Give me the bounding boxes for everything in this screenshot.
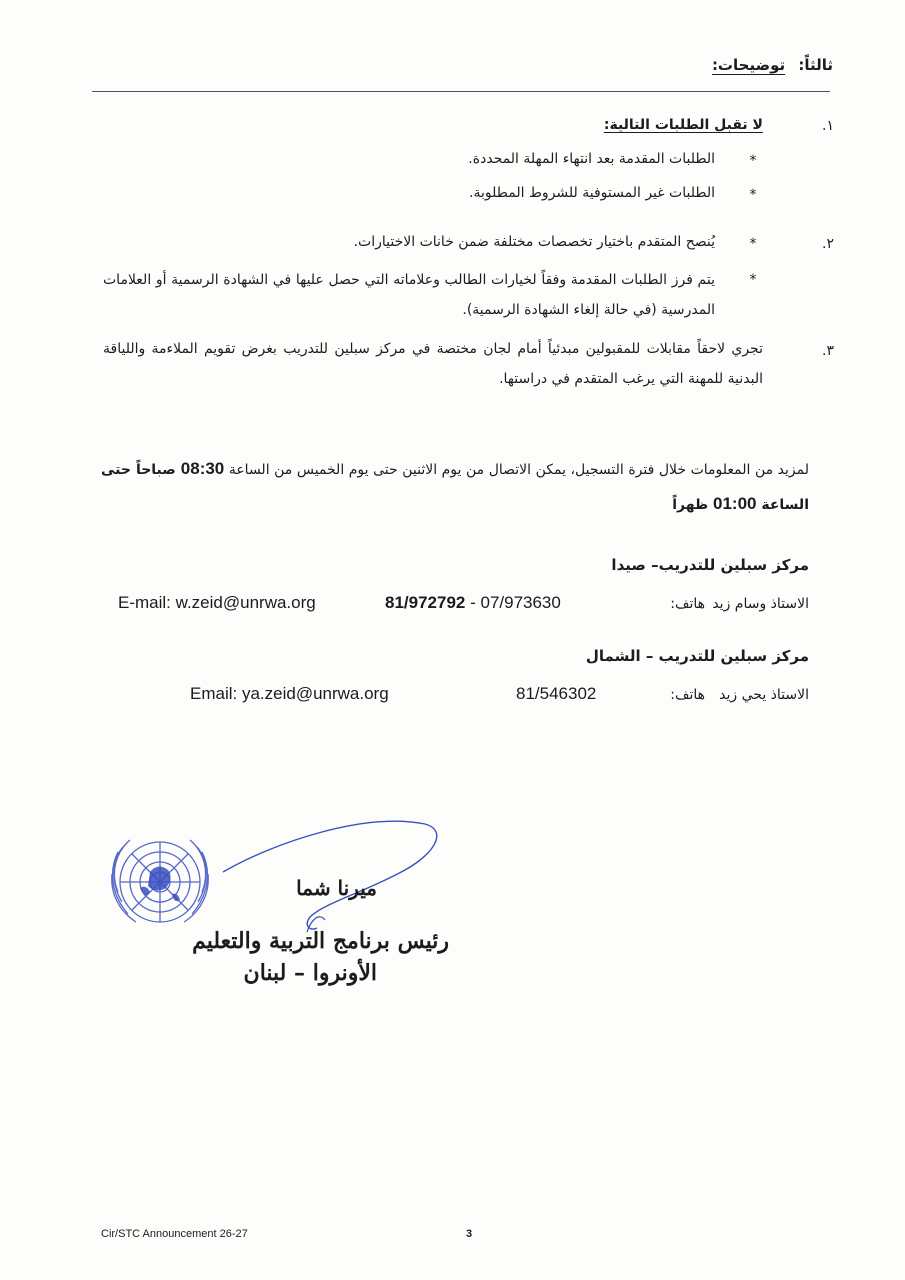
info-text-after: ظهراً <box>672 497 714 513</box>
contact-1-center: مركز سبلين للتدريب– صيدا <box>611 556 809 574</box>
bullet-star: * <box>749 236 757 252</box>
contact-1-email: E-mail: w.zeid@unrwa.org <box>118 593 316 612</box>
contact-2-person: الاستاذ يحي زيد <box>719 687 809 703</box>
signatory-organization: الأونروا – لبنان <box>243 960 377 986</box>
page-number: 3 <box>466 1228 473 1240</box>
item-3-number: .٣ <box>822 343 834 359</box>
info-text-before: لمزيد من المعلومات خلال فترة التسجيل، يمكن الاتصال من يوم الاثنين حتى يوم الخميس من الساعة <box>224 462 809 478</box>
signatory-title: رئيس برنامج التربية والتعليم <box>192 928 449 954</box>
contact-2-phone: 81/546302 <box>516 684 597 703</box>
section-title: توضيحات: <box>711 56 786 74</box>
contact-1-phone-primary: 07/973630 <box>480 593 561 612</box>
signatory-name: ميرنا شما <box>296 876 377 900</box>
contact-2-phone-label: هاتف: <box>670 687 705 703</box>
item-1-number: .١ <box>822 118 834 134</box>
contact-1-person: الاستاذ وسام زيد <box>712 596 809 612</box>
item-1-bullet-1: الطلبات المقدمة بعد انتهاء المهلة المحددة. <box>468 151 715 167</box>
section-label: ثالثاً: <box>798 56 833 74</box>
contact-1-phone-bold: 81/972792 <box>385 593 466 612</box>
item-1-heading: لا تقبل الطلبات التالية: <box>603 117 763 133</box>
info-text-middle: صباحاً حتى الساعة <box>101 462 809 513</box>
info-paragraph <box>101 452 809 522</box>
heading-rule <box>92 91 830 92</box>
item-3-text: تجري لاحقاً مقابلات للمقبولين مبدئياً أمام لجان مختصة في مركز سبلين للتدريب بغرض تقويم الملاءمة واللياقة البدنية للمهنة التي يرغب المتقدم في دراستها. <box>103 341 763 387</box>
info-time-end: 01:00 <box>713 494 757 513</box>
item-2-number: .٢ <box>822 236 834 252</box>
bullet-star: * <box>749 187 757 203</box>
item-1-bullet-2: الطلبات غير المستوفية للشروط المطلوبة. <box>469 185 715 201</box>
bullet-star: * <box>749 272 757 288</box>
contact-2-email: Email: ya.zeid@unrwa.org <box>190 684 389 703</box>
un-emblem-stamp <box>100 822 220 942</box>
bullet-star: * <box>749 153 757 169</box>
contact-1-phone <box>385 593 561 613</box>
contact-1-phone-separator: - <box>465 593 481 612</box>
footer-reference: Cir/STC Announcement 26-27 <box>101 1228 248 1240</box>
section-heading <box>712 56 833 74</box>
contact-2-center: مركز سبلين للتدريب – الشمال <box>585 647 809 665</box>
contact-1-phone-label: هاتف: <box>670 596 705 612</box>
item-2-bullet-2: يتم فرز الطلبات المقدمة وفقاً لخيارات الطالب وعلاماته التي حصل عليها في الشهادة الرسمية أو العلامات المدرسية (في حالة إلغاء الشهادة الرسمية). <box>103 272 715 318</box>
info-time-start: 08:30 <box>180 459 225 478</box>
item-2-bullet-1: يُنصح المتقدم باختيار تخصصات مختلفة ضمن خانات الاختيارات. <box>353 234 715 250</box>
